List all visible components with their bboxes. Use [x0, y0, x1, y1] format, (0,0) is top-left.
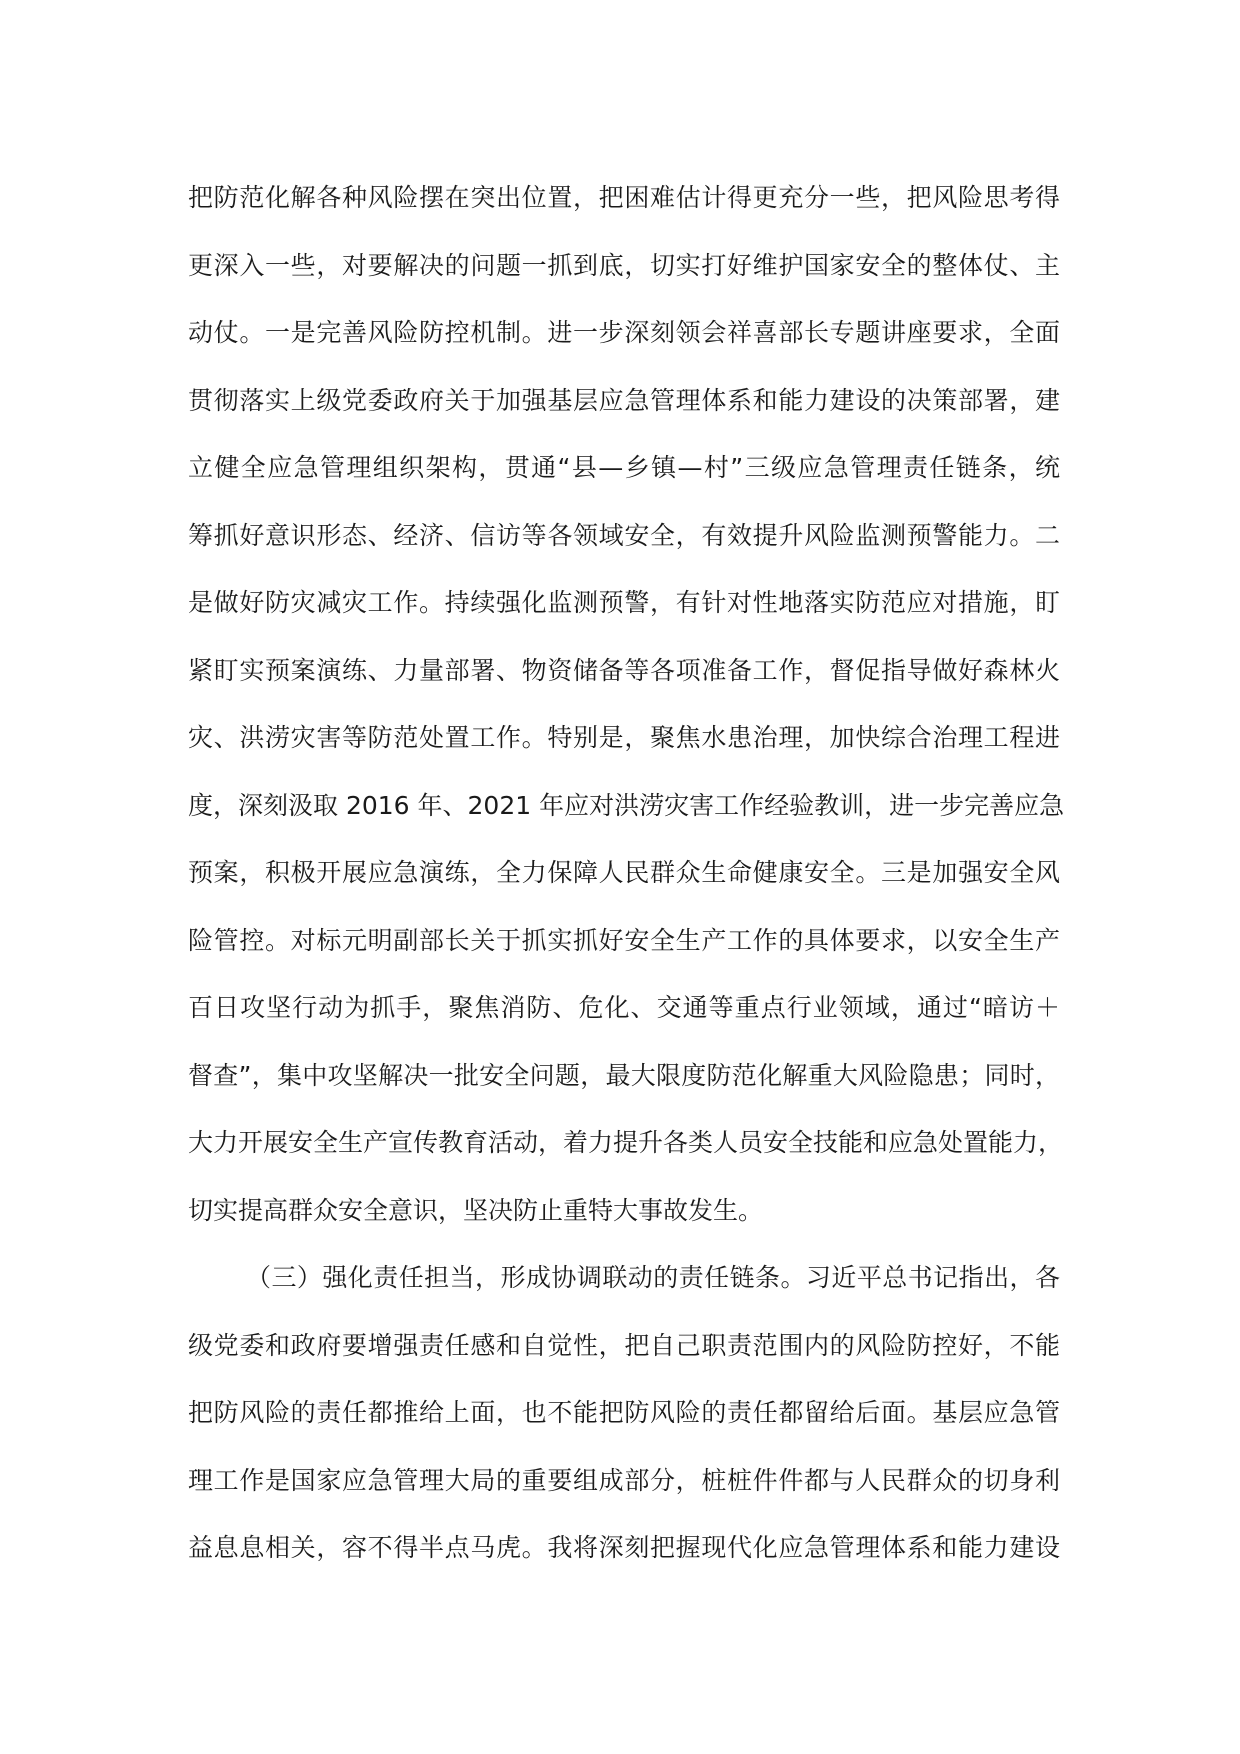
text-line: 把防范化解各种风险摆在突出位置，把困难估计得更充分一些，把风险思考得: [188, 183, 1060, 212]
text-line: 级党委和政府要增强责任感和自觉性，把自己职责范围内的风险防控好，不能: [188, 1330, 1060, 1360]
text-line: 百日攻坚行动为抓手，聚焦消防、危化、交通等重点行业领域，通过“暗访＋: [188, 993, 1060, 1022]
document-body: [188, 164, 1065, 1582]
text-line: 筹抓好意识形态、经济、信访等各领域安全，有效提升风险监测预警能力。二: [188, 520, 1060, 550]
text-line: 切实提高群众安全意识，坚决防止重特大事故发生。: [188, 1195, 764, 1225]
text-line: 险管控。对标元明副部长关于抓实抓好安全生产工作的具体要求，以安全生产: [188, 925, 1060, 955]
section-heading-line: （三）强化责任担当，形成协调联动的责任链条。习近平总书记指出，各: [246, 1263, 1060, 1292]
text-line: 紧盯实预案演练、力量部署、物资储备等各项准备工作，督促指导做好森林火: [188, 655, 1060, 685]
paragraph-1: [188, 164, 1065, 1244]
text-line: 益息息相关，容不得半点马虎。我将深刻把握现代化应急管理体系和能力建设: [188, 1533, 1060, 1562]
text-line: 把防风险的责任都推给上面，也不能把防风险的责任都留给后面。基层应急管: [188, 1398, 1060, 1427]
text-line: 大力开展安全生产宣传教育活动，着力提升各类人员安全技能和应急处置能力，: [188, 1128, 1064, 1157]
text-line: 更深入一些，对要解决的问题一抓到底，切实打好维护国家安全的整体仗、主: [188, 250, 1060, 280]
text-line: 度，深刻汲取 2016 年、2021 年应对洪涝灾害工作经验教训，进一步完善应急: [188, 790, 1065, 820]
text-line: 预案，积极开展应急演练，全力保障人民群众生命健康安全。三是加强安全风: [188, 858, 1060, 887]
text-line: 贯彻落实上级党委政府关于加强基层应急管理体系和能力建设的决策部署，建: [188, 385, 1060, 415]
text-line: 动仗。一是完善风险防控机制。进一步深刻领会祥喜部长专题讲座要求，全面: [188, 318, 1060, 347]
paragraph-2: [188, 1244, 1060, 1582]
text-line: 灾、洪涝灾害等防范处置工作。特别是，聚焦水患治理，加快综合治理工程进: [188, 723, 1060, 752]
text-line: 督查”，集中攻坚解决一批安全问题，最大限度防范化解重大风险隐患；同时，: [188, 1060, 1060, 1090]
text-line: 立健全应急管理组织架构，贯通“县—乡镇—村”三级应急管理责任链条，统: [188, 453, 1060, 482]
text-line: 是做好防灾减灾工作。持续强化监测预警，有针对性地落实防范应对措施，盯: [188, 588, 1060, 617]
text-line: 理工作是国家应急管理大局的重要组成部分，桩桩件件都与人民群众的切身利: [188, 1465, 1060, 1495]
